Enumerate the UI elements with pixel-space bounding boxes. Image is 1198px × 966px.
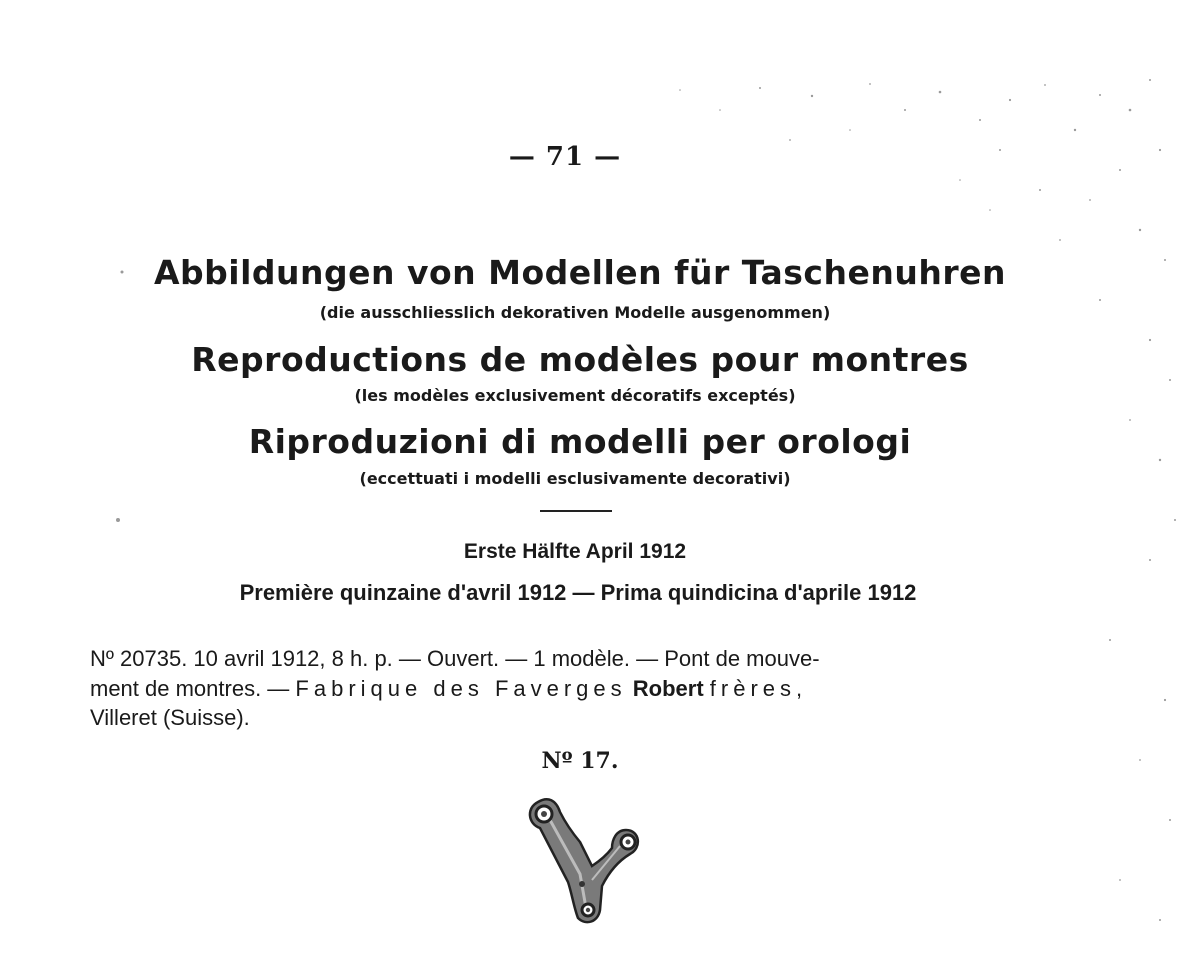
entry-company-name: Fabrique des Faverges xyxy=(295,676,627,701)
entry-line-2-start: ment de montres. — xyxy=(90,676,296,701)
section-divider xyxy=(540,510,612,512)
entry-company-suffix: frères, xyxy=(709,676,808,701)
heading-french: Reproductions de modèles pour montres xyxy=(191,340,969,379)
entry-line-2 xyxy=(90,676,1080,702)
subheading-italian: (eccettuati i modelli esclusivamente decorativi) xyxy=(359,469,791,488)
entry-line-1: Nº 20735. 10 avril 1912, 8 h. p. — Ouvert. — 1 modèle. — Pont de mouve- xyxy=(90,646,820,671)
entry-company-bold: Robert xyxy=(632,676,704,701)
model-number: Nº 17. xyxy=(541,748,619,774)
subheading-french: (les modèles exclusivement décoratifs exceptés) xyxy=(354,386,796,405)
period-french-italian: Première quinzaine d'avril 1912 — Prima quindicina d'aprile 1912 xyxy=(239,580,917,605)
watch-bridge-illustration xyxy=(520,790,650,930)
page-number: — 71 — xyxy=(508,142,622,172)
entry-line-3: Villeret (Suisse). xyxy=(90,705,250,730)
subheading-german: (die ausschliesslich dekorativen Modelle ausgenommen) xyxy=(319,303,831,322)
heading-italian: Riproduzioni di modelli per orologi xyxy=(248,422,912,461)
heading-german: Abbildungen von Modellen für Taschenuhren xyxy=(153,253,1006,292)
period-german: Erste Hälfte April 1912 xyxy=(463,540,687,563)
